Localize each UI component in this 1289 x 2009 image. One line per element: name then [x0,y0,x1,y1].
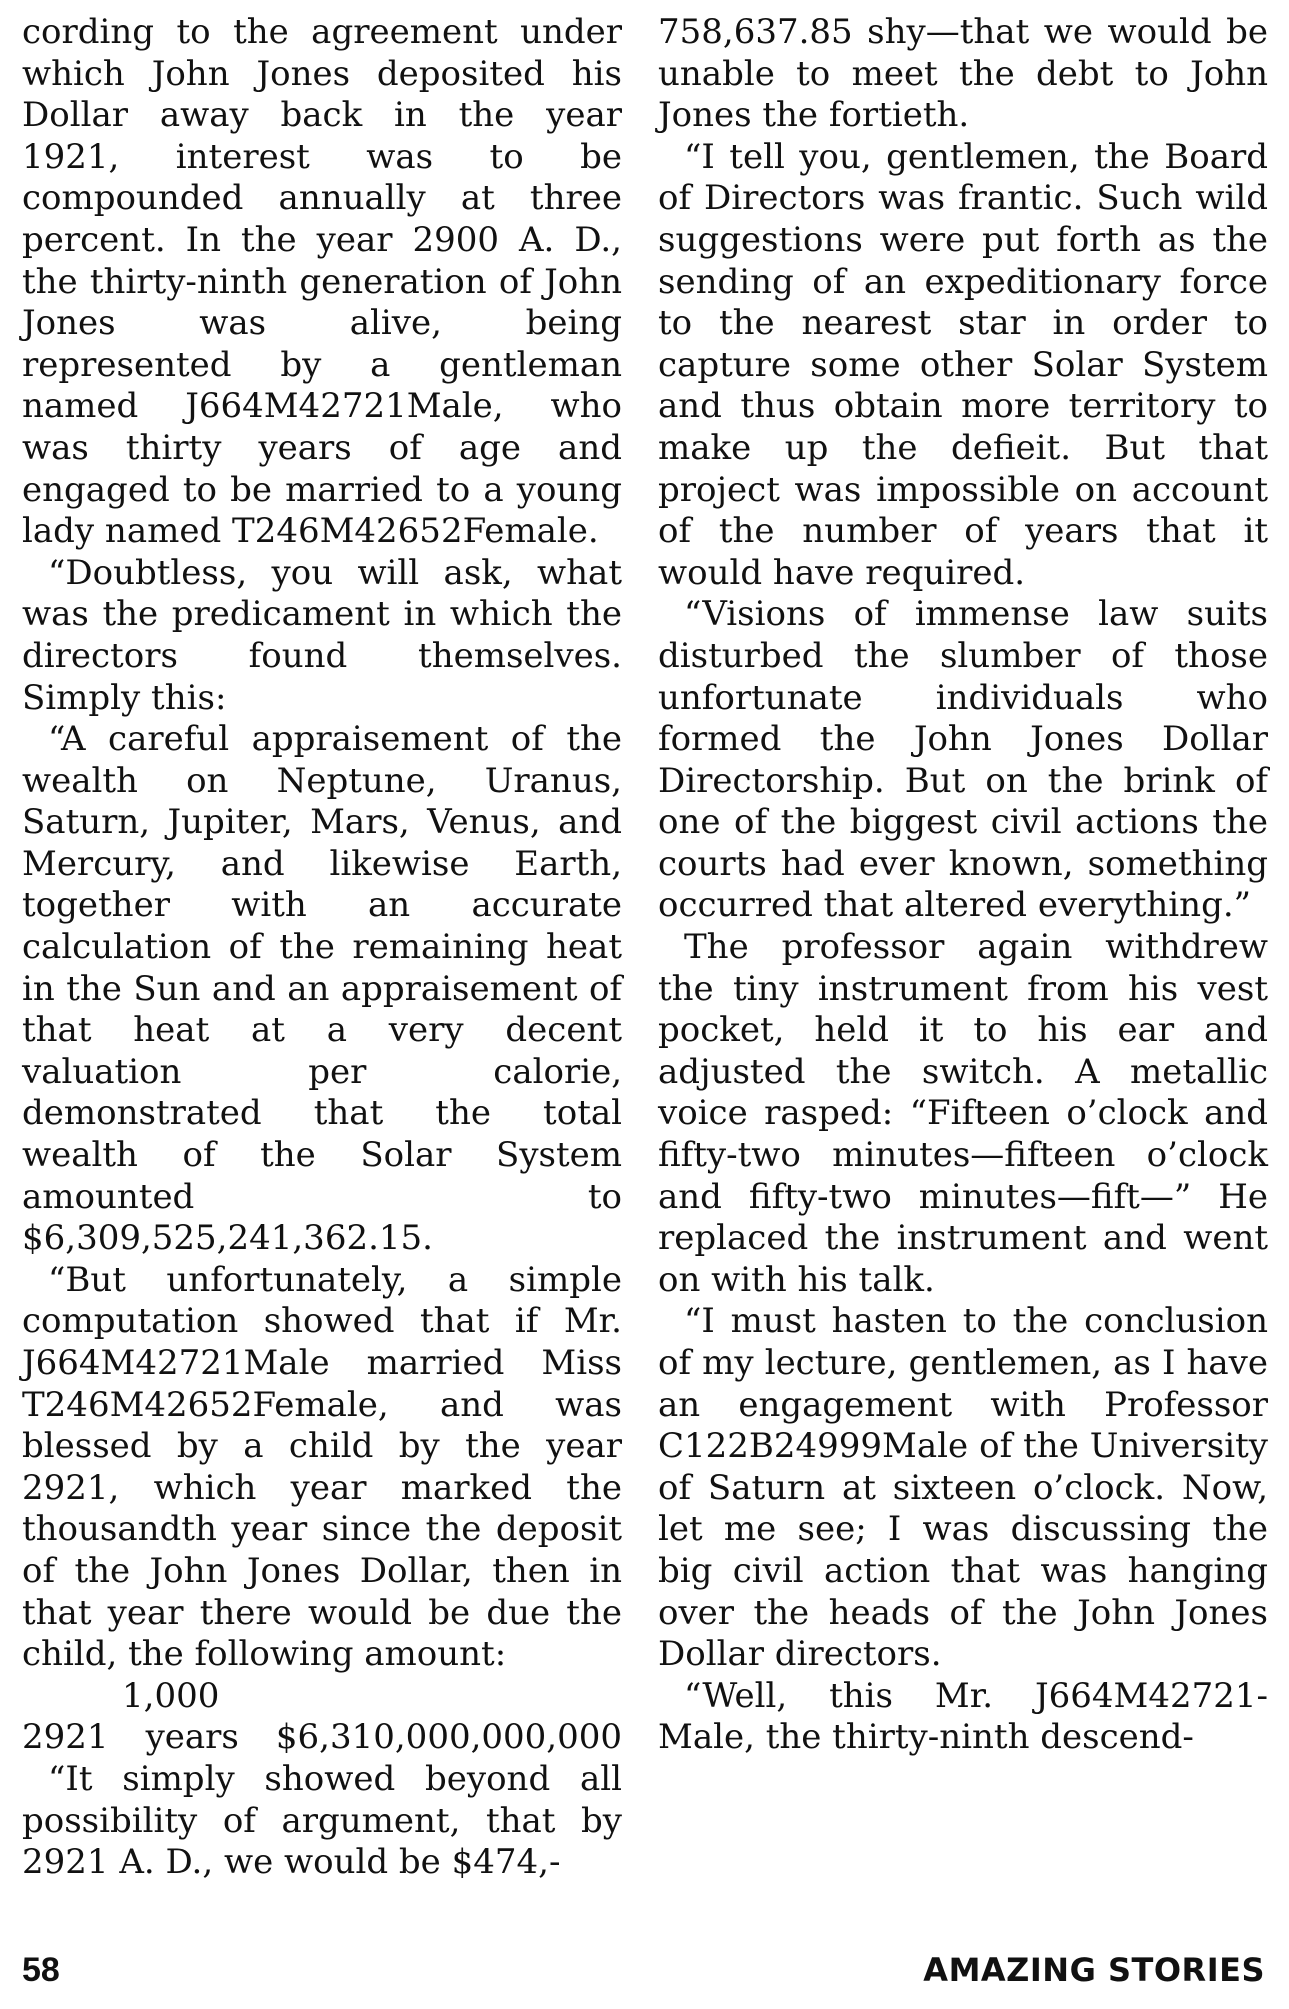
formula-value: $6,310,000,000,000 [275,1717,622,1758]
page-number: 58 [22,1951,60,1989]
paragraph: “Well, this Mr. J664M42721-Male, the thirty-ninth descend- [658,1675,1268,1758]
formula-numerator-line [22,1676,622,1718]
paragraph: “Doubtless, you will ask, what was the predicament in which the directors found themselves. Simply this: [22,552,622,718]
paragraph: “A careful appraisement of the wealth on Neptune, Uranus, Saturn, Jupiter, Mars, Venus, and Mercury, and likewise Earth, together with an accurate calculation of the remaining heat in the Sun and an appraisement of that heat at a very decent valuation per calorie, demonstrated that the total wealth of the Solar System amounted to $6,309,525,241,362.15. [22,719,622,1259]
paragraph: “But unfortunately, a simple computation showed that if Mr. J664M42721Male married Miss T246M42652Female, and was blessed by a child by the year 2921, which year marked the thousandth year since the deposit of the John Jones Dollar, then in that year there would be due the child, the following amount: [22,1259,622,1675]
formula-line [22,1717,622,1759]
paragraph: The professor again withdrew the tiny instrument from his vest pocket, held it to his ear and adjusted the switch. A metallic voice rasped: “Fifteen o’clock and fifty-two minutes—fifteen o’clock and fifty-two minutes—fift—” He replaced the instrument and went on with his talk. [658,927,1268,1300]
formula-numerator: 1,000 [122,1675,220,1716]
paragraph: “I tell you, gentlemen, the Board of Directors was frantic. Such wild suggestions were put forth as the sending of an expeditionary force to the nearest star in order to capture some other Solar System and thus obtain more territory to make up the defieit. But that project was impossible on account of the number of years that it would have required. [658,136,1268,593]
paragraph: “It simply showed beyond all possibility of argument, that by 2921 A. D., we would be $474,- [22,1758,622,1883]
paragraph: “Visions of immense law suits disturbed the slumber of those unfortunate individuals who formed the John Jones Dollar Directorship. But on the brink of one of the biggest civil actions the courts had ever known, something occurred that altered everything.” [658,594,1268,926]
left-column [22,12,622,1884]
formula-year: 2921 [22,1717,109,1758]
right-column [658,12,1268,1759]
formula-label: years [145,1717,239,1758]
paragraph: cording to the agreement under which John Jones deposited his Dollar away back in the year 1921, interest was to be compounded annually at three percent. In the year 2900 A. D., the thirty-ninth generation of John Jones was alive, being represented by a gentleman named J664M42721Male, who was thirty years of age and engaged to be married to a young lady named T246M42652Female. [22,12,622,552]
paragraph: “I must hasten to the conclusion of my lecture, gentlemen, as I have an engagement with Professor C122B24999Male of the University of Saturn at sixteen o’clock. Now, let me see; I was discussing the big civil action that was hanging over the heads of the John Jones Dollar directors. [658,1301,1268,1675]
paragraph: 758,637.85 shy—that we would be unable to meet the debt to John Jones the fortieth. [658,12,1268,136]
magazine-title: AMAZING STORIES [923,1951,1265,1989]
